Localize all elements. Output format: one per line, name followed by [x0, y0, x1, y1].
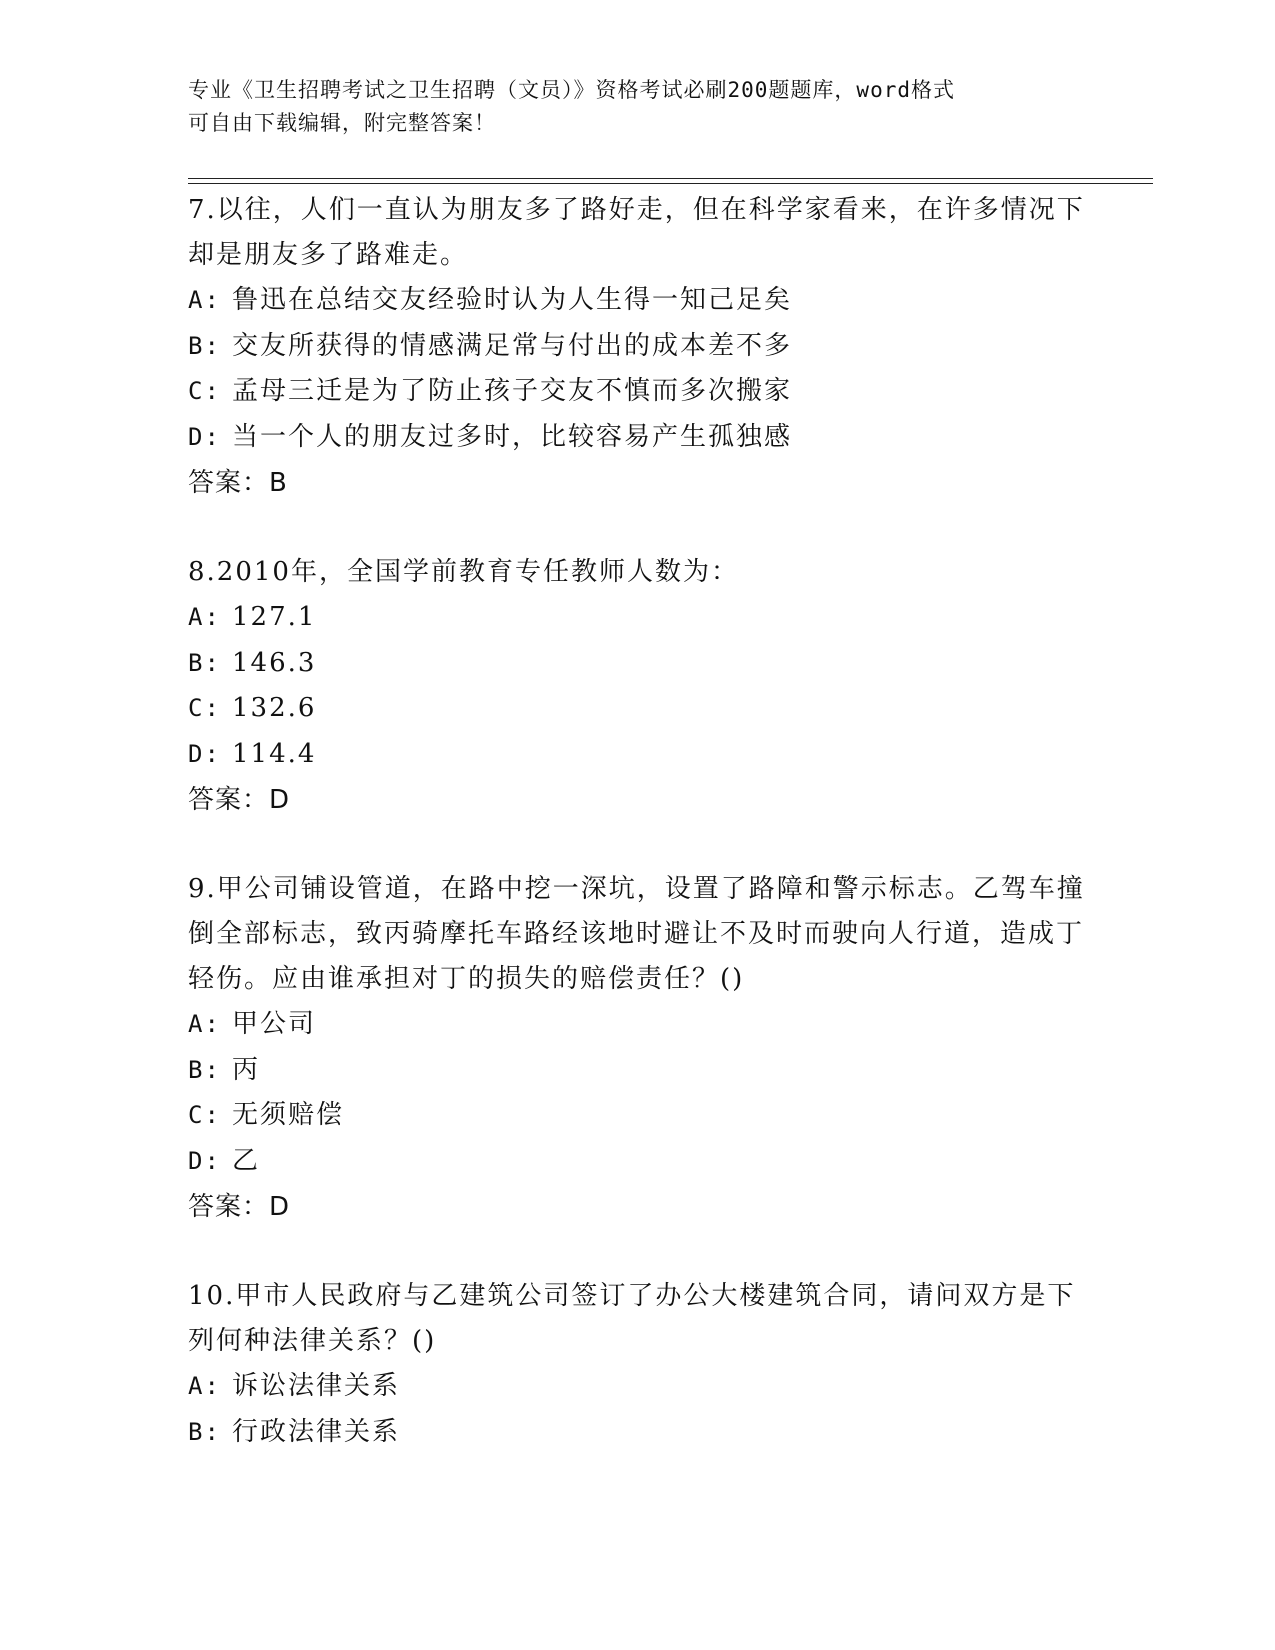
option-text: 诉讼法律关系 — [232, 1371, 401, 1401]
option-c — [188, 369, 1088, 415]
option-b — [188, 641, 1088, 687]
option-letter: D: — [188, 1146, 221, 1175]
option-b — [188, 1410, 1088, 1456]
option-text: 无须赔偿 — [232, 1100, 345, 1130]
option-d — [188, 415, 1088, 461]
document-header — [188, 74, 1068, 140]
option-text: 鲁迅在总结交友经验时认为人生得一知己足矣 — [232, 285, 793, 315]
answer-line: 答案：D — [188, 785, 291, 815]
option-text: 132.6 — [232, 693, 317, 723]
question-stem: 8.2010年，全国学前教育专任教师人数为： — [188, 557, 739, 587]
question-stem: 10.甲市人民政府与乙建筑公司签订了办公大楼建筑合同，请问双方是下列何种法律关系？() — [188, 1281, 1076, 1356]
question-item — [188, 1274, 1088, 1455]
option-b — [188, 1048, 1088, 1094]
question-item — [188, 188, 1088, 506]
option-d — [188, 1139, 1088, 1185]
option-text: 甲公司 — [232, 1009, 317, 1039]
header-divider-top — [188, 178, 1153, 179]
option-letter: B: — [188, 1417, 221, 1446]
question-item — [188, 550, 1088, 823]
option-text: 丙 — [232, 1054, 261, 1085]
option-letter: C: — [188, 377, 221, 405]
option-text: 114.4 — [232, 738, 317, 769]
option-letter: A: — [188, 1010, 221, 1038]
option-a — [188, 595, 1088, 641]
option-text: 交友所获得的情感满足常与付出的成本差不多 — [232, 330, 793, 361]
option-text: 行政法律关系 — [232, 1416, 401, 1447]
option-a — [188, 278, 1088, 324]
option-a — [188, 1364, 1088, 1410]
question-list — [188, 188, 1088, 1499]
option-b — [188, 324, 1088, 370]
option-letter: A: — [188, 603, 221, 631]
option-d — [188, 732, 1088, 778]
option-letter: D: — [188, 422, 221, 451]
option-text: 146.3 — [232, 647, 317, 678]
question-stem: 7.以往，人们一直认为朋友多了路好走，但在科学家看来，在许多情况下却是朋友多了路难走。 — [188, 195, 1085, 270]
option-text: 乙 — [232, 1145, 261, 1176]
option-letter: A: — [188, 1372, 221, 1400]
header-divider-bottom — [188, 183, 1153, 184]
option-text: 127.1 — [232, 602, 317, 632]
answer-line: 答案：B — [188, 468, 288, 498]
option-letter: A: — [188, 286, 221, 314]
option-letter: C: — [188, 694, 221, 722]
option-letter: B: — [188, 648, 221, 677]
option-text: 孟母三迁是为了防止孩子交友不慎而多次搬家 — [232, 376, 793, 406]
header-line-2: 可自由下载编辑，附完整答案！ — [188, 111, 496, 135]
option-letter: D: — [188, 739, 221, 768]
option-text: 当一个人的朋友过多时，比较容易产生孤独感 — [232, 421, 793, 452]
option-c — [188, 686, 1088, 732]
option-c — [188, 1093, 1088, 1139]
option-letter: B: — [188, 331, 221, 360]
answer-line: 答案：D — [188, 1192, 291, 1222]
question-item — [188, 867, 1088, 1230]
option-letter: B: — [188, 1055, 221, 1084]
option-a — [188, 1002, 1088, 1048]
option-letter: C: — [188, 1101, 221, 1129]
header-line-1: 专业《卫生招聘考试之卫生招聘（文员）》资格考试必刷200题题库，word格式 — [188, 78, 955, 102]
question-stem: 9.甲公司铺设管道，在路中挖一深坑，设置了路障和警示标志。乙驾车撞倒全部标志，致丙骑摩托车路经该地时避让不及时而驶向人行道，造成丁轻伤。应由谁承担对丁的损失的赔偿责任？() — [188, 874, 1085, 994]
